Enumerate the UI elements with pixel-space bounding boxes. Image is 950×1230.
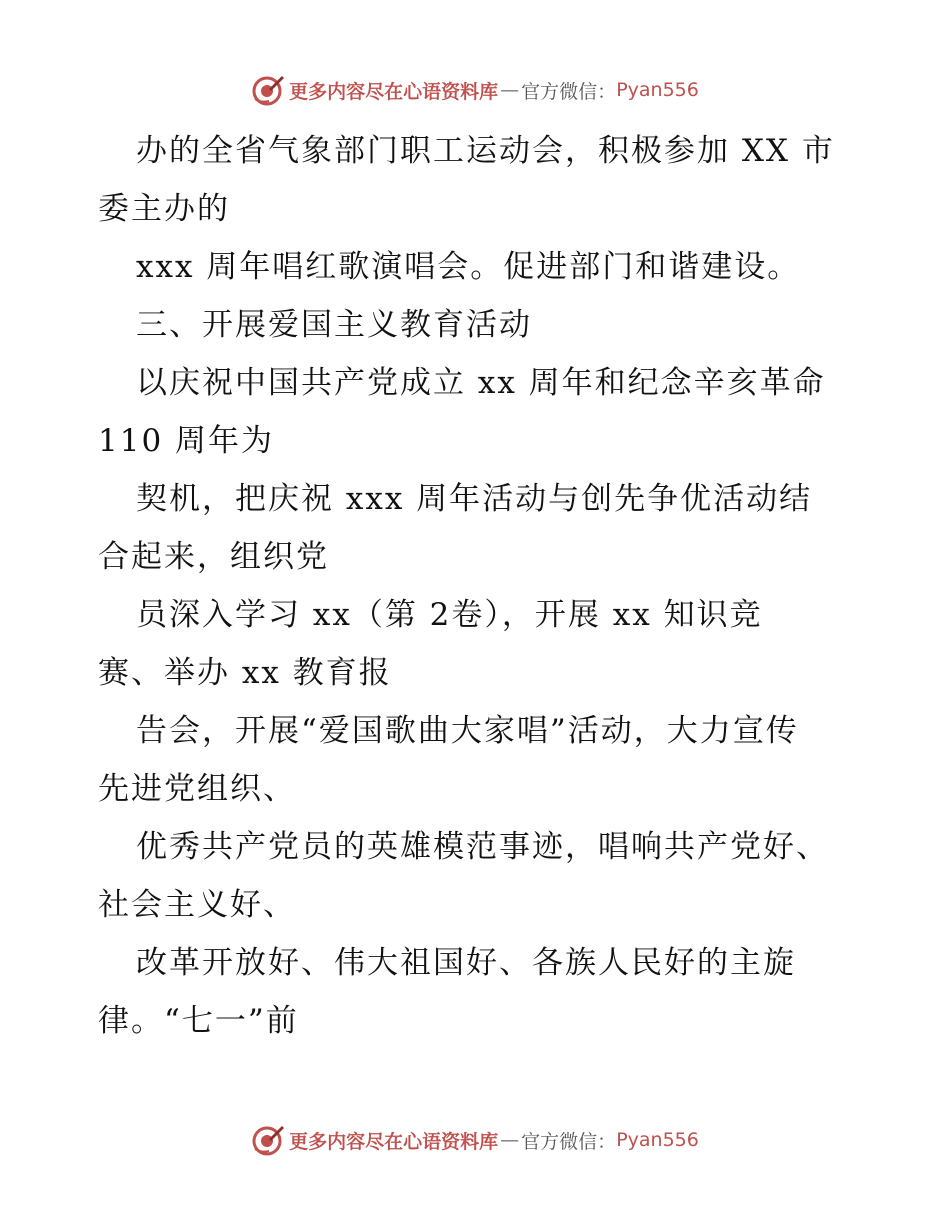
body-text-line: 以庆祝中国共产党成立 xx 周年和纪念辛亥革命 — [136, 365, 826, 401]
body-text-line: 三、开展爱国主义教育活动 — [136, 307, 532, 343]
footer-banner — [0, 1120, 950, 1160]
banner-dash: — — [500, 79, 520, 101]
banner-wechat-label: 官方微信： — [521, 1130, 617, 1153]
body-text-line: 合起来，组织党 — [98, 539, 329, 575]
body-text-line: 办的全省气象部门职工运动会，积极参加 XX 市 — [136, 133, 835, 169]
body-text-line: 改革开放好、伟大祖国好、各族人民好的主旋 — [136, 945, 796, 981]
brush-pen-icon — [251, 73, 285, 107]
banner-brand-text: 更多内容尽在心语资料库 — [289, 1130, 499, 1153]
banner-wechat-label: 官方微信： — [521, 80, 617, 103]
body-text-line: 优秀共产党员的英雄模范事迹，唱响共产党好、 — [136, 829, 829, 865]
banner-dash: — — [500, 1129, 520, 1151]
brush-pen-icon — [251, 1123, 285, 1157]
body-text-line: 委主办的 — [98, 191, 230, 227]
header-banner — [0, 70, 950, 110]
body-text-line: 社会主义好、 — [98, 887, 296, 923]
banner-brand-text: 更多内容尽在心语资料库 — [289, 80, 499, 103]
document-body — [98, 122, 858, 1050]
banner-wechat-id: Pyan556 — [616, 79, 699, 101]
body-text-line: 先进党组织、 — [98, 771, 296, 807]
body-text-line: 契机，把庆祝 xxx 周年活动与创先争优活动结 — [136, 481, 813, 517]
banner-wechat-id: Pyan556 — [616, 1129, 699, 1151]
body-text-line: 员深入学习 xx（第 2卷），开展 xx 知识竞 — [136, 597, 763, 633]
body-text-line: xxx 周年唱红歌演唱会。促进部门和谐建设。 — [136, 249, 801, 285]
body-text-line: 律。“七一”前 — [98, 1003, 299, 1039]
body-text-line: 告会，开展“爱国歌曲大家唱”活动，大力宣传 — [136, 713, 799, 749]
body-text-line: 110 周年为 — [98, 423, 275, 459]
body-text-line: 赛、举办 xx 教育报 — [98, 655, 392, 691]
